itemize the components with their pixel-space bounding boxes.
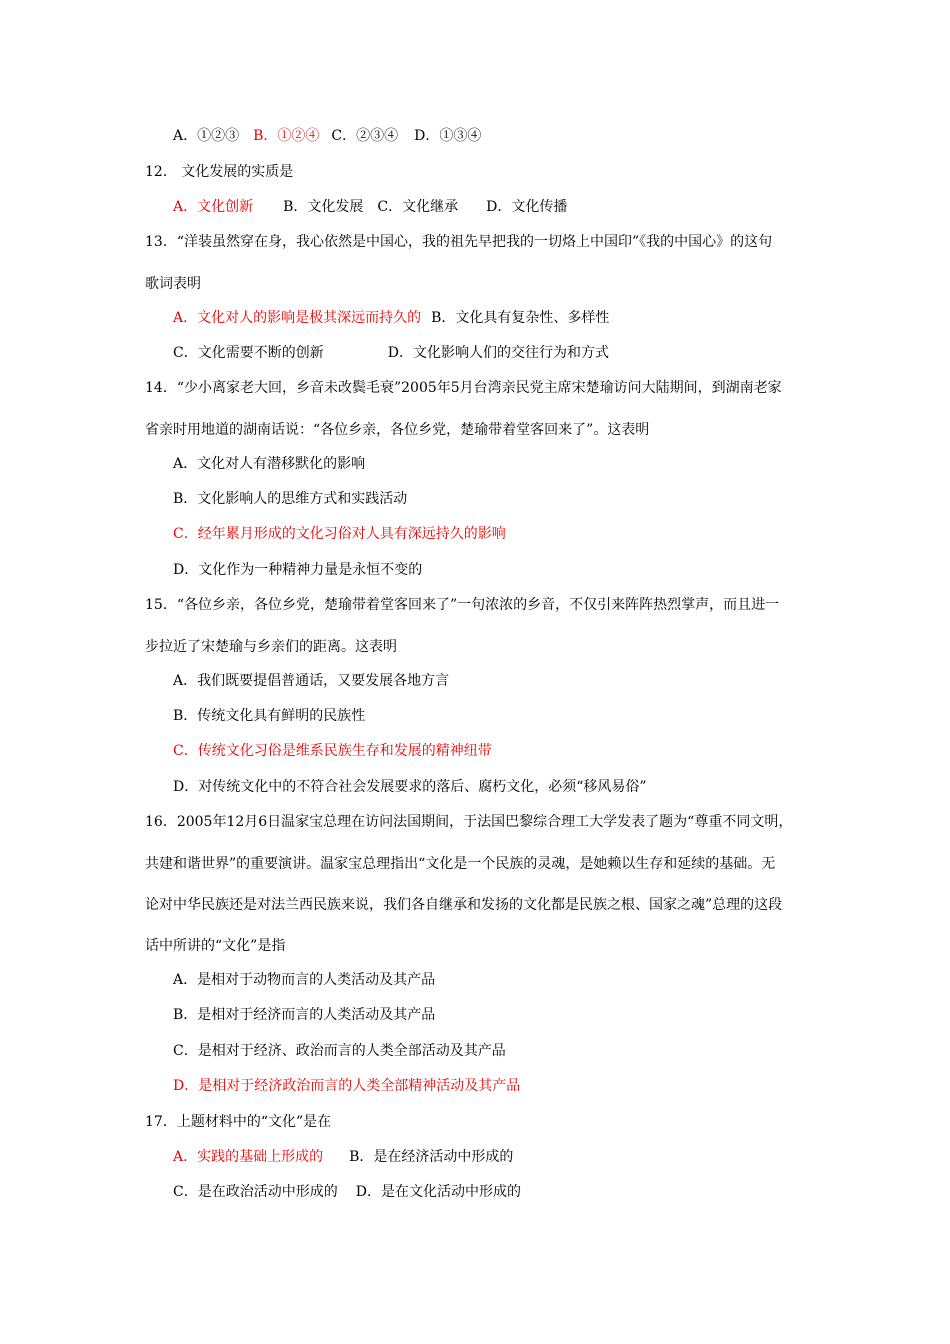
- q14-option-a: A．文化对人有潜移默化的影响: [173, 456, 366, 472]
- q17-option-b: B．是在经济活动中形成的: [349, 1149, 514, 1165]
- q16-option-d-answer: D．是相对于经济政治而言的人类全部精神活动及其产品: [173, 1078, 521, 1094]
- q11-option-a: A．①②③: [173, 128, 240, 144]
- q15-stem-line2: 步拉近了宋楚瑜与乡亲们的距离。这表明: [145, 639, 397, 655]
- q15-option-d: D．对传统文化中的不符合社会发展要求的落后、腐朽文化，必须“移风易俗”: [173, 779, 647, 795]
- q17-option-a-answer: A．实践的基础上形成的: [173, 1149, 324, 1165]
- q14-stem-line1: 14．“少小离家老大回，乡音未改鬓毛衰”2005年5月台湾亲民党主席宋楚瑜访问大陆期间，到湖南老家: [145, 380, 782, 396]
- q16-option-c: C．是相对于经济、政治而言的人类全部活动及其产品: [173, 1043, 506, 1059]
- q16-stem-line4: 话中所讲的“文化”是指: [145, 938, 286, 954]
- q11-options: [173, 126, 481, 146]
- q13-stem-line2: 歌词表明: [145, 276, 201, 292]
- q14-option-d: D．文化作为一种精神力量是永恒不变的: [173, 562, 423, 578]
- q17-stem: 17．上题材料中的“文化”是在: [145, 1114, 332, 1130]
- q13-options-row2: [173, 343, 609, 363]
- q13-stem-line1: 13．“洋装虽然穿在身，我心依然是中国心，我的祖先早把我的一切烙上中国印”《我的中国心》的这句: [145, 234, 773, 250]
- q11-option-d: D．①③④: [414, 128, 482, 144]
- q12-options: [173, 197, 567, 217]
- q15-stem-line1: 15．“各位乡亲，各位乡党，楚瑜带着堂客回来了”一句浓浓的乡音，不仅引来阵阵热烈掌声，而且进一: [145, 597, 780, 613]
- q17-options-row2: [173, 1182, 521, 1202]
- q12-option-c: C．文化继承: [377, 199, 459, 215]
- q12-option-d: D．文化传播: [486, 199, 568, 215]
- q13-options-row1: [173, 308, 609, 328]
- q11-option-c: C．②③④: [331, 128, 399, 144]
- q12-option-a-answer: A．文化创新: [173, 199, 254, 215]
- q16-option-a: A．是相对于动物而言的人类活动及其产品: [173, 972, 436, 988]
- q15-option-b: B．传统文化具有鲜明的民族性: [173, 708, 366, 724]
- q13-option-d: D．文化影响人们的交往行为和方式: [387, 345, 609, 361]
- q15-option-c-answer: C．传统文化习俗是维系民族生存和发展的精神纽带: [173, 743, 492, 759]
- q16-option-b: B．是相对于经济而言的人类活动及其产品: [173, 1007, 436, 1023]
- q14-option-c-answer: C．经年累月形成的文化习俗对人具有深远持久的影响: [173, 526, 506, 542]
- q13-option-c: C．文化需要不断的创新: [173, 345, 324, 361]
- q13-option-a-answer: A．文化对人的影响是极其深远而持久的: [173, 310, 422, 326]
- q16-stem-line3: 论对中华民族还是对法兰西民族来说，我们各自继承和发扬的文化都是民族之根、国家之魂”总理的这段: [145, 897, 783, 913]
- q17-option-c: C．是在政治活动中形成的: [173, 1184, 338, 1200]
- q14-option-b: B．文化影响人的思维方式和实践活动: [173, 491, 408, 507]
- q13-option-b: B．文化具有复杂性、多样性: [431, 310, 610, 326]
- q12-option-b: B．文化发展: [283, 199, 364, 215]
- q16-stem-line2: 共建和谐世界”的重要演讲。温家宝总理指出“文化是一个民族的灵魂，是她赖以生存和延续的基础。无: [145, 856, 776, 872]
- q15-option-a: A．我们既要提倡普通话，又要发展各地方言: [173, 673, 450, 689]
- q17-options-row1: [173, 1147, 513, 1167]
- q16-stem-line1: 16．2005年12月6日温家宝总理在访问法国期间，于法国巴黎综合理工大学发表了题为“尊重不同文明，: [145, 814, 793, 830]
- q17-option-d: D．是在文化活动中形成的: [355, 1184, 521, 1200]
- q12-stem: 12． 文化发展的实质是: [145, 164, 294, 180]
- q11-option-b-answer: B．①②④: [253, 128, 320, 144]
- q14-stem-line2: 省亲时用地道的湖南话说：“各位乡亲，各位乡党，楚瑜带着堂客回来了”。这表明: [145, 422, 650, 438]
